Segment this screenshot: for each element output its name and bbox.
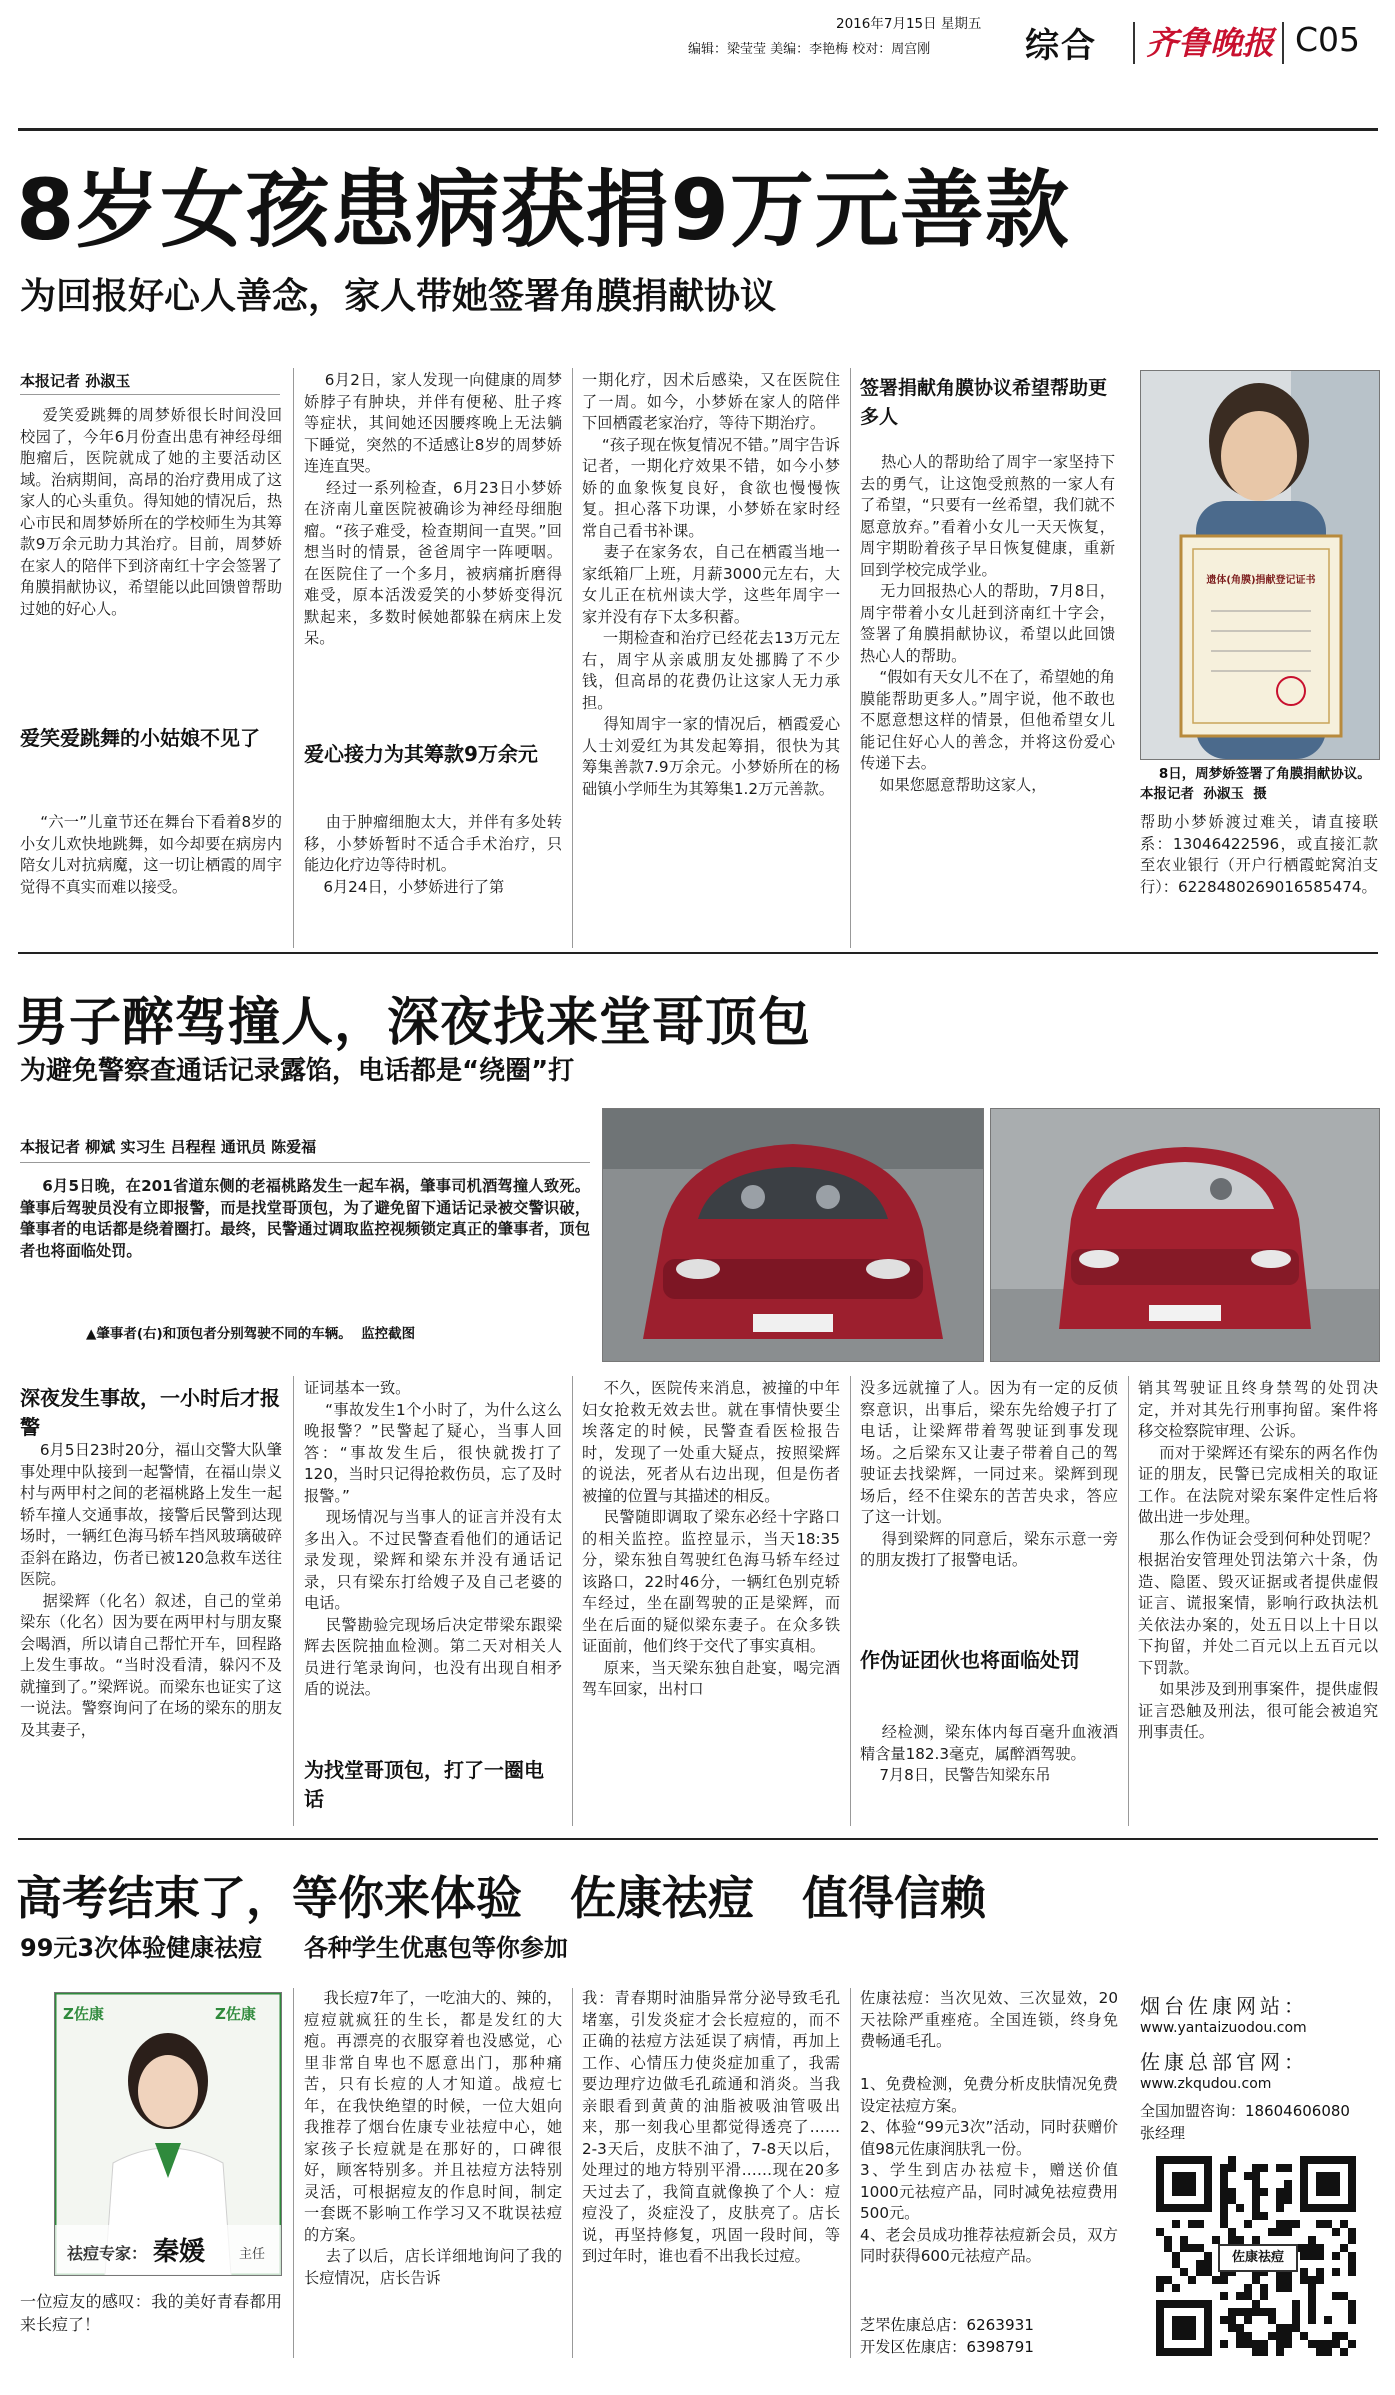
header-divider-2 <box>1282 22 1284 64</box>
qr-module <box>1284 2196 1292 2204</box>
ad-qr-code <box>1156 2156 1356 2356</box>
car-haima-illustration <box>991 1109 1379 1361</box>
qr-module <box>1252 2180 1260 2188</box>
qr-module <box>1276 2348 1284 2356</box>
qr-module <box>1348 2316 1356 2324</box>
story1-col1b: “六一”儿童节还在舞台下看着8岁的小女儿欢快地跳舞，如今却要在病房内陪女儿对抗病魔，这一切让栖霞的周宇觉得不真实而难以接受。 <box>20 813 282 896</box>
qr-module <box>1308 2308 1316 2316</box>
qr-module <box>1300 2276 1308 2284</box>
ad-hotline: 全国加盟咨询：18604606080 <box>1140 2102 1350 2120</box>
qr-module <box>1332 2340 1340 2348</box>
ad-expert-label: 祛痘专家： <box>67 2244 148 2263</box>
qr-module <box>1260 2348 1268 2356</box>
story1-bottom-rule <box>18 952 1378 954</box>
story2-sub1: 深夜发生事故，一小时后才报警 <box>20 1386 280 1439</box>
qr-module <box>1340 2220 1348 2228</box>
qr-module <box>1244 2220 1252 2228</box>
qr-module <box>1308 2292 1316 2300</box>
qr-module <box>1220 2188 1228 2196</box>
qr-module <box>1220 2212 1228 2220</box>
qr-module <box>1196 2244 1204 2252</box>
qr-module <box>1228 2156 1236 2164</box>
qr-module <box>1220 2316 1228 2324</box>
ad-quote: 一位痘友的感叹：我的美好青春都用来长痘了！ <box>20 2292 282 2334</box>
qr-module <box>1292 2300 1300 2308</box>
qr-module <box>1316 2276 1324 2284</box>
qr-module <box>1268 2332 1276 2340</box>
qr-module <box>1220 2172 1228 2180</box>
qr-module <box>1252 2340 1260 2348</box>
story1-colrule-1 <box>293 368 294 948</box>
qr-module <box>1276 2324 1284 2332</box>
story1-sub2: 爱心接力为其筹款9万余元 <box>304 742 538 766</box>
story1-headline: 8岁女孩患病获捐9万元善款 <box>16 161 1070 259</box>
story2-col5: 销其驾驶证且终身禁驾的处罚决定，并对其先行刑事拘留。案件将移交检察院审理、公诉。 而对于梁辉还有梁东的两名作伪证的朋友，民警已完成相关的取证工作。在法院对梁东案件定性后将做出进一步处理。 那么作伪证会受到何种处罚呢？根据治安管理处罚法第六十条，伪造、隐匿、毁灭证据或者提供虚假证言、谎报案情，影响行政执法机关依法办案的，处五日以上十日以下拘留，并处二百元以上五百元以下罚款。 如果涉及到刑事案件，提供虚假证言恐触及刑法，很可能会被追究刑事责任。 <box>1138 1379 1378 1741</box>
story2-sub2: 为找堂哥顶包，打了一圈电话 <box>304 1758 544 1811</box>
qr-module <box>1348 2260 1356 2268</box>
qr-module <box>1316 2220 1324 2228</box>
qr-module <box>1236 2236 1244 2244</box>
qr-module <box>1348 2228 1356 2236</box>
story2-colrule-3 <box>850 1376 851 1826</box>
qr-module <box>1308 2244 1316 2252</box>
story2-col4a: 没多远就撞了人。因为有一定的反侦察意识，出事后，梁东先给嫂子打了电话，让梁辉带着驾驶证到事发现场。之后梁东又让妻子带着自己的驾驶证去找梁辉，一同过来。梁辉到现场后，经不住梁东的苦苦央求，答应了这一计划。 得到梁辉的同意后，梁东示意一旁的朋友拨打了报警电话。 <box>860 1379 1118 1569</box>
story2-col1: 6月5日23时20分，福山交警大队肇事处理中队接到一起警情，在福山崇义村与两甲村之间的老福桃路上发生一起轿车撞人交通事故，接警后民警到达现场时，一辆红色海马轿车挡风玻璃破碎歪斜在路边，伤者已被120急救车送往医院。 据梁辉（化名）叙述，自己的堂弟梁东（化名）因为要在两甲村与朋友聚会喝酒，所以请自己帮忙开车，回程路上发生事故。“当时没看清，躲闪不及就撞到了。”梁辉说。而梁东也证实了这一说法。警察询问了在场的梁东的朋友及其妻子， <box>20 1441 282 1739</box>
qr-module <box>1236 2204 1244 2212</box>
story2-colrule-1 <box>293 1376 294 1826</box>
qr-finder <box>1316 2172 1340 2196</box>
qr-module <box>1340 2348 1348 2356</box>
qr-module <box>1260 2340 1268 2348</box>
qr-module <box>1316 2252 1324 2260</box>
ad-expert-photo <box>54 1992 282 2276</box>
qr-module <box>1308 2316 1316 2324</box>
qr-module <box>1228 2188 1236 2196</box>
qr-module <box>1284 2220 1292 2228</box>
qr-module <box>1292 2308 1300 2316</box>
qr-module <box>1276 2188 1284 2196</box>
qr-finder <box>1172 2172 1196 2196</box>
qr-module <box>1308 2284 1316 2292</box>
story2-lede: 6月5日晚，在201省道东侧的老福桃路发生一起车祸，肇事司机酒驾撞人致死。肇事后驾驶员没有立即报警，而是找堂哥顶包，为了避免留下通话记录被交警识破，肇事者的电话都是绕着圈打。最终，民警通过调取监控视频锁定真正的肇事者，顶包者也将面临处罚。 <box>20 1177 590 1260</box>
ad-headline: 高考结束了，等你来体验 佐康祛痘 值得信赖 <box>16 1871 987 1925</box>
qr-module <box>1244 2340 1252 2348</box>
story2-headline: 男子醉驾撞人，深夜找来堂哥顶包 <box>16 993 812 1053</box>
story1-colrule-3 <box>850 368 851 948</box>
ad-manager: 张经理 <box>1140 2124 1186 2142</box>
ad-col4: 佐康祛痘：当次见效、三次显效，20天祛除严重痤疮。全国连锁，终身免费畅通毛孔。 1、免费检测，免费分析皮肤情况免费设定祛痘方案。 2、体验“99元3次”活动，同时获赠价值98元佐康润肤乳一份。 3、学生到店办祛痘卡，赠送价值1000元祛痘产品，同时减免祛痘费用500元。 4、老会员成功推荐祛痘新会员，双方同时获得600元祛痘产品。 <box>860 1989 1118 2265</box>
qr-module <box>1220 2164 1228 2172</box>
ad-photo-brand-left: Z佐康 <box>63 2005 104 2023</box>
ad-store-2: 开发区佐康店：6398791 <box>860 2338 1034 2356</box>
qr-module <box>1300 2252 1308 2260</box>
qr-module <box>1316 2268 1324 2276</box>
qr-module <box>1236 2324 1244 2332</box>
qr-module <box>1156 2228 1164 2236</box>
qr-module <box>1348 2252 1356 2260</box>
story2-sub3: 作伪证团伙也将面临处罚 <box>860 1648 1080 1672</box>
qr-module <box>1332 2332 1340 2340</box>
ad-subhead: 99元3次体验健康祛痘 各种学生优惠包等你参加 <box>20 1934 568 1962</box>
qr-module <box>1276 2332 1284 2340</box>
qr-module <box>1228 2164 1236 2172</box>
qr-module <box>1228 2196 1236 2204</box>
qr-module <box>1276 2164 1284 2172</box>
qr-module <box>1196 2268 1204 2276</box>
qr-module <box>1284 2276 1292 2284</box>
ad-hq-url: www.zkqudou.com <box>1140 2076 1272 2092</box>
qr-module <box>1228 2324 1236 2332</box>
qr-module <box>1340 2244 1348 2252</box>
qr-module <box>1316 2348 1324 2356</box>
ad-col2: 我长痘7年了，一吃油大的、辣的，痘痘就疯狂的生长，都是发红的大疱。再漂亮的衣服穿着也没感觉，心里非常自卑也不愿意出门，那种痛苦，只有长痘的人才知道。战痘七年，在我快绝望的时候，一位大姐向我推荐了烟台佐康专业祛痘中心，她家孩子长痘就是在那好的，口碑很好，顾客特别多。并且祛痘方法特别灵活，可根据痘友的作息时间，制定一套既不影响工作学习又不耽误祛痘的方案。 去了以后，店长详细地询问了我的长痘情况，店长告诉 <box>304 1989 562 2287</box>
qr-module <box>1252 2188 1260 2196</box>
qr-module <box>1252 2276 1260 2284</box>
story2-col2a: 证词基本一致。 “事故发生1个小时了，为什么这么晚报警？”民警起了疑心，当事人回答：“事故发生后，很快就拨打了120，当时只记得抢救伤员，忘了及时报警。” 现场情况与当事人的证言并没有太多出入。不过民警查看他们的通话记录发现，梁辉和梁东并没有通话记录，只有梁东打给嫂子及自己老婆的电话。 民警勘验完现场后决定带梁东跟梁辉去医院抽血检测。第二天对相关人员进行笔录询问，也没有出现自相矛盾的说法。 <box>304 1379 562 1698</box>
qr-module <box>1244 2316 1252 2324</box>
qr-module <box>1260 2212 1268 2220</box>
qr-module <box>1268 2316 1276 2324</box>
qr-module <box>1212 2276 1220 2284</box>
qr-module <box>1244 2284 1252 2292</box>
qr-module <box>1324 2316 1332 2324</box>
qr-module <box>1276 2204 1284 2212</box>
ad-photo-brand-right: Z佐康 <box>215 2005 256 2023</box>
car-buick-illustration <box>603 1109 983 1361</box>
story2-col3: 不久，医院传来消息，被撞的中年妇女抢救无效去世。就在事情快要尘埃落定的时候，民警查看医检报告时，发现了一处重大疑点，按照梁辉的说法，死者从右边出现，但是伤者被撞的位置与其描述的相反。 民警随即调取了梁东必经十字路口的相关监控。监控显示，当天18:35分，梁东独自驾驶红色海马轿车经过该路口，22时46分，一辆红色别克轿车经过，坐在副驾驶的正是梁辉，而坐在后面的疑似梁东妻子。在众多铁证面前，他们终于交代了事实真相。 原来，当天梁东独自赴宴，喝完酒驾车回家，出村口 <box>582 1379 840 1698</box>
qr-module <box>1268 2308 1276 2316</box>
story1-col2a: 6月2日，家人发现一向健康的周梦娇脖子有肿块，并伴有便秘、肚子疼等症状，其间她还因腰疼晚上无法躺下睡觉，突然的不适感让8岁的周梦娇连连直哭。 经过一系列检查，6月23日小梦娇在济南儿童医院被确诊为神经母细胞瘤。“孩子难受，检查期间一直哭。”回想当时的情景，爸爸周宇一阵哽咽。在医院住了一个多月，被病痛折磨得难受，原本活泼爱笑的小梦娇变得沉默起来，多数时候她都躲在病床上发呆。 <box>304 371 562 647</box>
qr-module <box>1196 2260 1204 2268</box>
story2-colrule-4 <box>1128 1376 1129 1826</box>
girl-certificate-photo <box>1140 370 1380 760</box>
qr-module <box>1348 2236 1356 2244</box>
ad-colrule-2 <box>572 1988 573 2358</box>
qr-module <box>1284 2180 1292 2188</box>
qr-module <box>1164 2236 1172 2244</box>
qr-module <box>1276 2196 1284 2204</box>
qr-finder <box>1172 2316 1196 2340</box>
qr-module <box>1196 2220 1204 2228</box>
qr-module <box>1188 2276 1196 2284</box>
story1-sub3: 签署捐献角膜协议希望帮助更多人 <box>860 377 1108 428</box>
ad-expert-name: 秦媛 <box>153 2237 206 2267</box>
qr-module <box>1324 2348 1332 2356</box>
story2-bottom-rule <box>18 1838 1378 1840</box>
ad-expert-title: 主任 <box>239 2247 266 2262</box>
qr-module <box>1308 2300 1316 2308</box>
qr-module <box>1252 2348 1260 2356</box>
story1-col5: 帮助小梦娇渡过难关，请直接联系：13046422596，或直接汇款至农业银行（开户行栖霞蛇窝泊支行）：6228480269016585474。 <box>1140 813 1378 896</box>
qr-module <box>1252 2236 1260 2244</box>
qr-module <box>1220 2204 1228 2212</box>
qr-module <box>1212 2236 1220 2244</box>
qr-module <box>1180 2236 1188 2244</box>
qr-module <box>1324 2220 1332 2228</box>
qr-module <box>1348 2268 1356 2276</box>
story2-byline-rule <box>20 1162 590 1163</box>
qr-module <box>1228 2308 1236 2316</box>
qr-module <box>1156 2284 1164 2292</box>
qr-module <box>1348 2300 1356 2308</box>
story1-byline-rule <box>20 394 280 395</box>
qr-module <box>1292 2316 1300 2324</box>
qr-module <box>1268 2228 1276 2236</box>
qr-module <box>1164 2244 1172 2252</box>
story1-subhead: 为回报好心人善念，家人带她签署角膜捐献协议 <box>20 276 777 317</box>
qr-module <box>1348 2308 1356 2316</box>
qr-module <box>1228 2236 1236 2244</box>
qr-module <box>1188 2244 1196 2252</box>
qr-module <box>1348 2340 1356 2348</box>
story1-col3: 一期化疗，因术后感染，又在医院住了一周。如今，小梦娇在家人的陪伴下回栖霞老家治疗，等待下期治疗。 “孩子现在恢复情况不错。”周宇告诉记者，一期化疗效果不错，如今小梦娇的血象恢复良好，食欲也慢慢恢复。担心落下功课，小梦娇在家时经常自己看书补课。 妻子在家务农，自己在栖霞当地一家纸箱厂上班，月薪3000元左右，大女儿正在杭州读大学，这些年周宇一家并没有存下太多积蓄。 一期检查和治疗已经花去13万元左右，周宇从亲戚朋友处挪腾了不少钱，但高昂的花费仍让这家人无力承担。 得知周宇一家的情况后，栖霞爱心人士刘爱红为其发起筹捐，很快为其筹集善款7.9万余元。小梦娇所在的杨础镇小学师生为其筹集1.2万元善款。 <box>582 371 840 798</box>
story1-photo-caption: 8日，周梦娇签署了角膜捐献协议。 本报记者 孙淑玉 摄 <box>1140 766 1376 802</box>
header-divider-1 <box>1133 22 1135 64</box>
qr-module <box>1300 2268 1308 2276</box>
story2-photo-caption: ▲肇事者(右)和顶包者分别驾驶不同的车辆。 监控截图 <box>86 1326 416 1342</box>
qr-module <box>1316 2244 1324 2252</box>
qr-module <box>1236 2332 1244 2340</box>
qr-module <box>1260 2308 1268 2316</box>
qr-module <box>1284 2164 1292 2172</box>
qr-module <box>1252 2172 1260 2180</box>
story1-sub1: 爱笑爱跳舞的小姑娘不见了 <box>20 726 260 750</box>
qr-module <box>1244 2308 1252 2316</box>
qr-module <box>1332 2292 1340 2300</box>
qr-module <box>1324 2340 1332 2348</box>
qr-module <box>1220 2340 1228 2348</box>
certificate-title: 遗体(角膜)捐献登记证书 <box>1206 575 1316 586</box>
qr-module <box>1308 2252 1316 2260</box>
story2-colrule-2 <box>572 1376 573 1826</box>
qr-module <box>1332 2228 1340 2236</box>
qr-module <box>1260 2292 1268 2300</box>
qr-module <box>1156 2276 1164 2284</box>
story1-byline: 本报记者 孙淑玉 <box>20 372 131 390</box>
qr-module <box>1300 2244 1308 2252</box>
qr-module <box>1276 2220 1284 2228</box>
qr-module <box>1204 2260 1212 2268</box>
qr-module <box>1284 2284 1292 2292</box>
qr-module <box>1308 2340 1316 2348</box>
qr-module <box>1220 2180 1228 2188</box>
qr-module <box>1260 2188 1268 2196</box>
qr-module <box>1252 2212 1260 2220</box>
qr-module <box>1220 2196 1228 2204</box>
qr-module <box>1276 2340 1284 2348</box>
qr-module <box>1244 2292 1252 2300</box>
qr-module <box>1276 2228 1284 2236</box>
qr-module <box>1252 2204 1260 2212</box>
qr-module <box>1252 2300 1260 2308</box>
ad-col3: 我：青春期时油脂异常分泌导致毛孔堵塞，引发炎症才会长痘痘的，而不正确的祛痘方法延误了病情，再加上工作、心情压力使炎症加重了，我需要边理疗边做毛孔疏通和消炎。当我亲眼看到黄黄的油脂被吸油管吸出来，那一刻我心里都觉得透亮了……2-3天后，皮肤不油了，7-8天以后，处理过的地方特别平滑……现在20多天过去了，我简直就像换了个人：痘痘没了，炎症没了，皮肤亮了。店长说，再坚持修复，巩固一段时间，等到过年时，谁也看不出我长过痘。 <box>582 1989 840 2265</box>
ad-colrule-3 <box>850 1988 851 2358</box>
qr-module <box>1260 2164 1268 2172</box>
qr-module <box>1332 2268 1340 2276</box>
qr-module <box>1204 2252 1212 2260</box>
surveillance-photo-buick <box>602 1108 984 1362</box>
qr-module <box>1340 2332 1348 2340</box>
qr-module <box>1292 2220 1300 2228</box>
qr-module <box>1220 2292 1228 2300</box>
qr-module <box>1284 2340 1292 2348</box>
qr-module <box>1284 2324 1292 2332</box>
story1-col4: 热心人的帮助给了周宇一家坚持下去的勇气，让这饱受煎熬的一家人有了希望，“只要有一丝希望，我们就不愿意放弃。”看着小女儿一天天恢复，周宇期盼着孩子早日恢复健康，重新回到学校完成学业。 无力回报热心人的帮助，7月8日，周宇带着小女儿赶到济南红十字会，签署了角膜捐献协议，希望以此回馈热心人的帮助。 “假如有天女儿不在了，希望她的角膜能帮助更多人。”周宇说，他不敢也不愿意想这样的情景，但他希望女儿能记住好心人的善念，并将这份爱心传递下去。 如果您愿意帮助这家人， <box>860 453 1115 794</box>
header-date: 2016年7月15日 星期五 <box>836 16 982 32</box>
qr-module <box>1244 2332 1252 2340</box>
qr-module <box>1180 2268 1188 2276</box>
qr-module <box>1236 2340 1244 2348</box>
qr-module <box>1284 2188 1292 2196</box>
paper-logo: 齐鲁晚报 <box>1146 24 1275 62</box>
story2-col4b: 经检测，梁东体内每百毫升血液酒精含量182.3毫克，属醉酒驾驶。 7月8日，民警告知梁东吊 <box>860 1723 1118 1784</box>
qr-module <box>1220 2276 1228 2284</box>
surveillance-photo-haima <box>990 1108 1380 1362</box>
header-rule <box>18 128 1378 131</box>
qr-module <box>1172 2284 1180 2292</box>
qr-module <box>1284 2332 1292 2340</box>
qr-module <box>1236 2308 1244 2316</box>
qr-module <box>1260 2284 1268 2292</box>
qr-module <box>1188 2220 1196 2228</box>
qr-module <box>1172 2260 1180 2268</box>
qr-module <box>1172 2220 1180 2228</box>
qr-module <box>1252 2196 1260 2204</box>
qr-module <box>1292 2324 1300 2332</box>
ad-colrule-1 <box>293 1988 294 2358</box>
qr-module <box>1220 2220 1228 2228</box>
qr-module <box>1308 2236 1316 2244</box>
story1-col1a: 爱笑爱跳舞的周梦娇很长时间没回校园了，今年6月份查出患有神经母细胞瘤后，医院就成了她的主要活动区域。治病期间，高昂的治疗费用成了这家人的心头重负。得知她的情况后，热心市民和周梦娇所在的学校师生为其筹款9万余元助力其治疗。目前，周梦娇在家人的陪伴下到济南红十字会签署了角膜捐献协议，希望能以此回馈曾帮助过她的好心人。 <box>20 406 282 618</box>
story1-colrule-2 <box>572 368 573 948</box>
girl-photo-illustration <box>1141 371 1379 759</box>
qr-module <box>1244 2172 1252 2180</box>
story1-col2b: 由于肿瘤细胞太大，并伴有多处转移，小梦娇暂时不适合手术治疗，只能边化疗边等待时机。 6月24日，小梦娇进行了第 <box>304 813 562 896</box>
qr-module <box>1284 2228 1292 2236</box>
qr-module <box>1308 2276 1316 2284</box>
ad-qr-label: 佐康祛痘 <box>1218 2244 1298 2272</box>
story2-subhead: 为避免警察查通话记录露馅，电话都是“绕圈”打 <box>20 1056 575 1086</box>
qr-module <box>1300 2332 1308 2340</box>
qr-module <box>1252 2164 1260 2172</box>
page-number: C05 <box>1295 20 1361 59</box>
qr-module <box>1316 2340 1324 2348</box>
section-name: 综合 <box>1025 26 1097 66</box>
story2-byline: 本报记者 柳斌 实习生 吕程程 通讯员 陈爱福 <box>20 1138 317 1156</box>
qr-module <box>1172 2252 1180 2260</box>
header-editors: 编辑：梁莹莹 美编：李艳梅 校对：周宫刚 <box>688 42 931 57</box>
qr-module <box>1332 2252 1340 2260</box>
qr-module <box>1204 2268 1212 2276</box>
ad-site-label: 烟台佐康网站： <box>1140 1994 1308 2018</box>
qr-module <box>1340 2292 1348 2300</box>
qr-module <box>1276 2284 1284 2292</box>
qr-module <box>1180 2244 1188 2252</box>
qr-module <box>1228 2316 1236 2324</box>
ad-site-url: www.yantaizuodou.com <box>1140 2020 1307 2036</box>
qr-module <box>1164 2276 1172 2284</box>
qr-module <box>1276 2276 1284 2284</box>
qr-module <box>1252 2308 1260 2316</box>
qr-module <box>1228 2228 1236 2236</box>
ad-hq-label: 佐康总部官网： <box>1140 2050 1308 2074</box>
ad-store-1: 芝罘佐康总店：6263931 <box>860 2316 1034 2334</box>
qr-module <box>1236 2292 1244 2300</box>
